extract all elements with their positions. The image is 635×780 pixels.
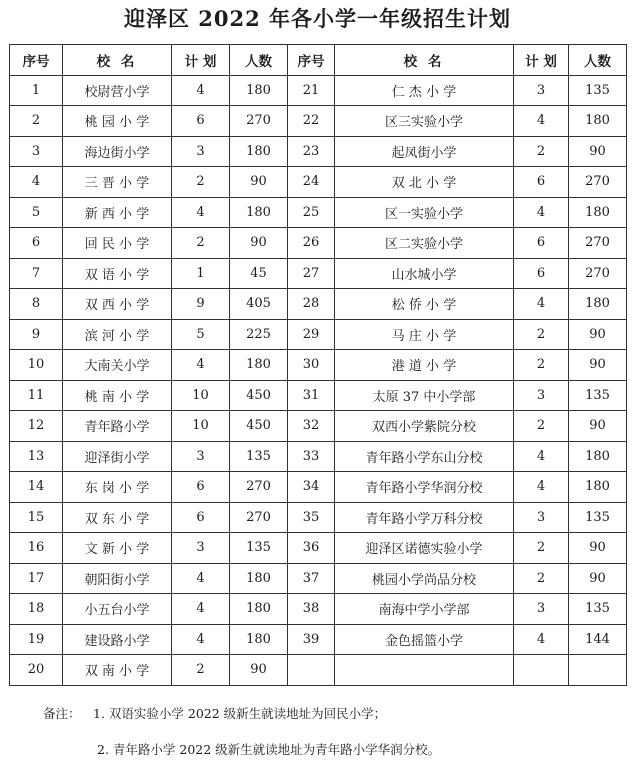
right-school-name-cell: 区三实验小学 (335, 106, 514, 137)
right-seq-cell: 29 (288, 319, 335, 350)
right-school-name-cell: 起凤街小学 (335, 136, 514, 167)
left-seq-cell: 2 (10, 106, 63, 137)
header-count-right: 人数 (569, 45, 627, 76)
header-plan-right: 计 划 (514, 45, 569, 76)
left-school-name-cell: 三 晋 小 学 (63, 167, 172, 198)
table-row (10, 594, 627, 625)
right-count-cell: 90 (569, 411, 627, 442)
left-school-name-cell: 建设路小学 (63, 624, 172, 655)
left-plan-cell: 4 (172, 594, 230, 625)
left-plan-cell: 10 (172, 380, 230, 411)
right-count-cell: 270 (569, 167, 627, 198)
right-plan-cell: 2 (514, 411, 569, 442)
right-school-name-cell: 青年路小学华润分校 (335, 472, 514, 503)
right-seq-cell: 22 (288, 106, 335, 137)
right-plan-cell: 4 (514, 197, 569, 228)
left-plan-cell: 10 (172, 411, 230, 442)
left-school-name-cell: 桃 南 小 学 (63, 380, 172, 411)
header-seq-left: 序号 (10, 45, 63, 76)
left-school-name-cell: 文 新 小 学 (63, 533, 172, 564)
left-seq-cell: 8 (10, 289, 63, 320)
left-plan-cell: 6 (172, 502, 230, 533)
right-seq-cell: 36 (288, 533, 335, 564)
left-count-cell: 450 (230, 411, 288, 442)
left-count-cell: 270 (230, 106, 288, 137)
right-count-cell: 90 (569, 319, 627, 350)
table-body (10, 75, 627, 685)
right-seq-cell: 32 (288, 411, 335, 442)
right-seq-cell: 27 (288, 258, 335, 289)
table-row (10, 411, 627, 442)
right-seq-cell: 39 (288, 624, 335, 655)
right-count-cell: 135 (569, 594, 627, 625)
left-seq-cell: 19 (10, 624, 63, 655)
header-seq-right: 序号 (288, 45, 335, 76)
right-seq-cell: 31 (288, 380, 335, 411)
table-row (10, 563, 627, 594)
left-seq-cell: 11 (10, 380, 63, 411)
left-count-cell: 405 (230, 289, 288, 320)
note-line-1: 1. 双语实验小学 2022 级新生就读地址为回民小学； (93, 706, 387, 721)
left-seq-cell: 12 (10, 411, 63, 442)
right-count-cell: 180 (569, 106, 627, 137)
right-seq-cell: 26 (288, 228, 335, 259)
left-plan-cell: 6 (172, 106, 230, 137)
right-plan-cell: 2 (514, 350, 569, 381)
right-plan-cell: 2 (514, 533, 569, 564)
right-seq-cell: 23 (288, 136, 335, 167)
right-count-cell (569, 655, 627, 686)
left-count-cell: 90 (230, 655, 288, 686)
right-seq-cell: 33 (288, 441, 335, 472)
left-plan-cell: 3 (172, 136, 230, 167)
left-plan-cell: 4 (172, 563, 230, 594)
left-seq-cell: 5 (10, 197, 63, 228)
header-school-right: 校 名 (335, 45, 514, 76)
left-school-name-cell: 桃 园 小 学 (63, 106, 172, 137)
right-plan-cell: 4 (514, 106, 569, 137)
right-plan-cell: 3 (514, 594, 569, 625)
right-seq-cell: 37 (288, 563, 335, 594)
right-count-cell: 180 (569, 289, 627, 320)
table-row (10, 502, 627, 533)
right-count-cell: 180 (569, 197, 627, 228)
right-seq-cell: 38 (288, 594, 335, 625)
right-count-cell: 90 (569, 533, 627, 564)
left-plan-cell: 5 (172, 319, 230, 350)
right-seq-cell: 21 (288, 75, 335, 106)
right-plan-cell: 2 (514, 563, 569, 594)
left-seq-cell: 18 (10, 594, 63, 625)
right-school-name-cell: 区一实验小学 (335, 197, 514, 228)
left-seq-cell: 15 (10, 502, 63, 533)
header-school-left: 校 名 (63, 45, 172, 76)
left-count-cell: 45 (230, 258, 288, 289)
left-count-cell: 225 (230, 319, 288, 350)
table-row (10, 350, 627, 381)
right-plan-cell: 3 (514, 502, 569, 533)
left-school-name-cell: 海边街小学 (63, 136, 172, 167)
table-row (10, 655, 627, 686)
left-count-cell: 180 (230, 197, 288, 228)
left-school-name-cell: 校尉营小学 (63, 75, 172, 106)
enrollment-table (9, 44, 627, 686)
left-count-cell: 180 (230, 136, 288, 167)
right-plan-cell: 6 (514, 258, 569, 289)
table-row (10, 228, 627, 259)
right-school-name-cell: 双 北 小 学 (335, 167, 514, 198)
right-school-name-cell (335, 655, 514, 686)
left-seq-cell: 20 (10, 655, 63, 686)
left-seq-cell: 17 (10, 563, 63, 594)
table-row (10, 197, 627, 228)
left-seq-cell: 16 (10, 533, 63, 564)
right-count-cell: 135 (569, 75, 627, 106)
table-row (10, 441, 627, 472)
header-plan-left: 计 划 (172, 45, 230, 76)
right-school-name-cell: 港 道 小 学 (335, 350, 514, 381)
left-school-name-cell: 朝阳街小学 (63, 563, 172, 594)
right-seq-cell: 30 (288, 350, 335, 381)
left-school-name-cell: 双 语 小 学 (63, 258, 172, 289)
left-plan-cell: 2 (172, 228, 230, 259)
right-plan-cell: 6 (514, 228, 569, 259)
left-school-name-cell: 双 东 小 学 (63, 502, 172, 533)
left-seq-cell: 14 (10, 472, 63, 503)
table-row (10, 75, 627, 106)
right-seq-cell: 25 (288, 197, 335, 228)
table-row (10, 167, 627, 198)
left-seq-cell: 7 (10, 258, 63, 289)
left-seq-cell: 9 (10, 319, 63, 350)
table-row (10, 533, 627, 564)
left-school-name-cell: 迎泽街小学 (63, 441, 172, 472)
left-school-name-cell: 大南关小学 (63, 350, 172, 381)
right-plan-cell: 4 (514, 472, 569, 503)
left-school-name-cell: 双 南 小 学 (63, 655, 172, 686)
left-count-cell: 270 (230, 502, 288, 533)
left-plan-cell: 3 (172, 533, 230, 564)
right-school-name-cell: 青年路小学万科分校 (335, 502, 514, 533)
table-row (10, 106, 627, 137)
right-count-cell: 135 (569, 502, 627, 533)
left-school-name-cell: 青年路小学 (63, 411, 172, 442)
right-plan-cell (514, 655, 569, 686)
left-plan-cell: 4 (172, 350, 230, 381)
right-school-name-cell: 太原 37 中小学部 (335, 380, 514, 411)
right-count-cell: 90 (569, 563, 627, 594)
left-seq-cell: 13 (10, 441, 63, 472)
left-school-name-cell: 东 岗 小 学 (63, 472, 172, 503)
right-school-name-cell: 松 侨 小 学 (335, 289, 514, 320)
right-count-cell: 180 (569, 472, 627, 503)
note-line-2: 2. 青年路小学 2022 级新生就读地址为青年路小学华润分校。 (97, 742, 441, 757)
right-seq-cell: 24 (288, 167, 335, 198)
left-count-cell: 180 (230, 350, 288, 381)
right-school-name-cell: 马 庄 小 学 (335, 319, 514, 350)
header-count-left: 人数 (230, 45, 288, 76)
right-school-name-cell: 区二实验小学 (335, 228, 514, 259)
right-school-name-cell: 金色摇篮小学 (335, 624, 514, 655)
left-count-cell: 135 (230, 533, 288, 564)
left-plan-cell: 3 (172, 441, 230, 472)
left-seq-cell: 1 (10, 75, 63, 106)
left-count-cell: 180 (230, 624, 288, 655)
table-header-row (10, 45, 627, 76)
left-school-name-cell: 双 西 小 学 (63, 289, 172, 320)
right-count-cell: 270 (569, 228, 627, 259)
right-plan-cell: 6 (514, 167, 569, 198)
right-school-name-cell: 青年路小学东山分校 (335, 441, 514, 472)
left-plan-cell: 1 (172, 258, 230, 289)
right-school-name-cell: 南海中学小学部 (335, 594, 514, 625)
right-plan-cell: 3 (514, 380, 569, 411)
right-plan-cell: 4 (514, 441, 569, 472)
right-plan-cell: 3 (514, 75, 569, 106)
right-count-cell: 144 (569, 624, 627, 655)
table-row (10, 319, 627, 350)
left-seq-cell: 4 (10, 167, 63, 198)
left-plan-cell: 2 (172, 167, 230, 198)
left-count-cell: 135 (230, 441, 288, 472)
left-plan-cell: 4 (172, 75, 230, 106)
left-seq-cell: 3 (10, 136, 63, 167)
left-count-cell: 90 (230, 167, 288, 198)
right-seq-cell (288, 655, 335, 686)
right-count-cell: 90 (569, 136, 627, 167)
right-seq-cell: 34 (288, 472, 335, 503)
right-count-cell: 90 (569, 350, 627, 381)
right-school-name-cell: 仁 杰 小 学 (335, 75, 514, 106)
left-school-name-cell: 滨 河 小 学 (63, 319, 172, 350)
table-row (10, 258, 627, 289)
table-row (10, 624, 627, 655)
left-count-cell: 180 (230, 563, 288, 594)
table-row (10, 472, 627, 503)
table-row (10, 380, 627, 411)
left-plan-cell: 4 (172, 197, 230, 228)
left-seq-cell: 6 (10, 228, 63, 259)
left-count-cell: 180 (230, 594, 288, 625)
left-count-cell: 270 (230, 472, 288, 503)
right-seq-cell: 35 (288, 502, 335, 533)
right-count-cell: 270 (569, 258, 627, 289)
left-plan-cell: 2 (172, 655, 230, 686)
left-plan-cell: 4 (172, 624, 230, 655)
left-count-cell: 180 (230, 75, 288, 106)
left-count-cell: 90 (230, 228, 288, 259)
left-seq-cell: 10 (10, 350, 63, 381)
right-school-name-cell: 桃园小学尚品分校 (335, 563, 514, 594)
right-plan-cell: 4 (514, 289, 569, 320)
table-row (10, 136, 627, 167)
right-seq-cell: 28 (288, 289, 335, 320)
left-plan-cell: 9 (172, 289, 230, 320)
left-school-name-cell: 回 民 小 学 (63, 228, 172, 259)
table-row (10, 289, 627, 320)
page-title: 迎泽区 2022 年各小学一年级招生计划 (123, 6, 512, 31)
right-plan-cell: 4 (514, 624, 569, 655)
right-school-name-cell: 山水城小学 (335, 258, 514, 289)
left-plan-cell: 6 (172, 472, 230, 503)
left-count-cell: 450 (230, 380, 288, 411)
notes-label: 备注： (43, 706, 81, 721)
right-plan-cell: 2 (514, 136, 569, 167)
right-count-cell: 135 (569, 380, 627, 411)
right-count-cell: 180 (569, 441, 627, 472)
left-school-name-cell: 新 西 小 学 (63, 197, 172, 228)
right-school-name-cell: 双西小学紫院分校 (335, 411, 514, 442)
right-school-name-cell: 迎泽区诺德实验小学 (335, 533, 514, 564)
left-school-name-cell: 小五台小学 (63, 594, 172, 625)
right-plan-cell: 2 (514, 319, 569, 350)
